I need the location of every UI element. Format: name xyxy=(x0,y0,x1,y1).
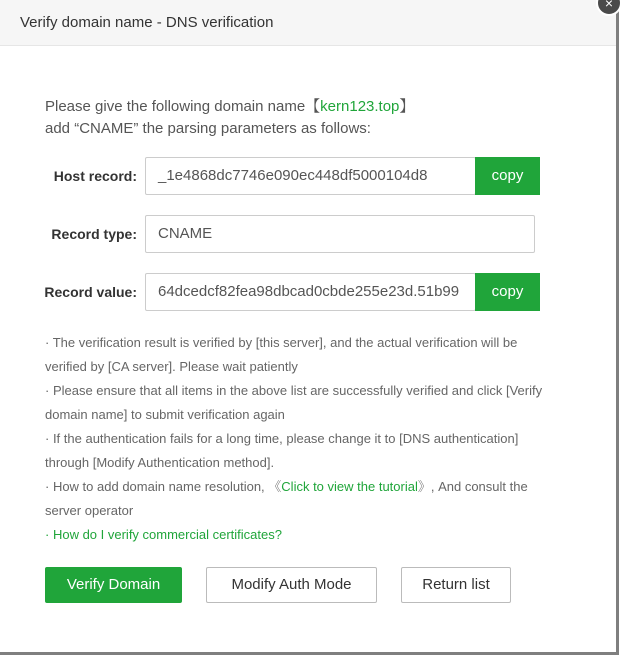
copy-record-value-button[interactable]: copy xyxy=(475,273,540,311)
note-bullet: · xyxy=(45,527,53,542)
record-value-field[interactable]: 64dcedcf82fea98dbcad0cbde255e23d.51b99 xyxy=(145,273,476,311)
record-type-field[interactable]: CNAME xyxy=(145,215,535,253)
modify-auth-mode-button[interactable]: Modify Auth Mode xyxy=(206,567,377,603)
intro-prefix: Please give the following domain name【 xyxy=(45,98,321,115)
note-how-to-add xyxy=(45,475,545,523)
intro-suffix: 】 xyxy=(399,98,415,115)
verify-domain-button[interactable]: Verify Domain xyxy=(45,567,182,603)
dialog-title: Verify domain name - DNS verification xyxy=(20,14,274,31)
verification-notes xyxy=(45,331,545,547)
note-verification-result: · The verification result is verified by [this server], and the actual verification will be verified by [CA server]. Please wait patiently xyxy=(45,335,518,374)
tutorial-link[interactable]: Click to view the tutorial xyxy=(281,479,418,494)
note-commercial xyxy=(45,523,545,547)
close-icon: × xyxy=(604,0,614,11)
note-how-to-add-prefix: · How to add domain name resolution, 《 xyxy=(45,479,282,494)
record-value-label: Record value: xyxy=(44,284,137,300)
copy-host-record-button[interactable]: copy xyxy=(475,157,540,195)
domain-name: kern123.top xyxy=(320,98,400,115)
intro-line-1 xyxy=(45,96,414,118)
return-list-button[interactable]: Return list xyxy=(401,567,511,603)
intro-text xyxy=(45,96,414,140)
intro-line-2: add “CNAME” the parsing parameters as follows: xyxy=(45,120,371,137)
host-record-label: Host record: xyxy=(53,168,137,184)
record-type-label: Record type: xyxy=(51,226,137,242)
dialog-title-bar xyxy=(0,0,616,46)
note-how-to-add-suffix: 》, And consult the server operator xyxy=(45,479,528,518)
note-ensure-verified: · Please ensure that all items in the above list are successfully verified and click [Verify domain name] to submit verification again xyxy=(45,383,543,422)
note-auth-fails: · If the authentication fails for a long time, please change it to [DNS authentication] through [Modify Authentication method]. xyxy=(45,431,519,470)
commercial-certificates-link[interactable]: How do I verify commercial certificates? xyxy=(52,527,282,542)
host-record-field[interactable]: _1e4868dc7746e090ec448df5000104d8 xyxy=(145,157,476,195)
